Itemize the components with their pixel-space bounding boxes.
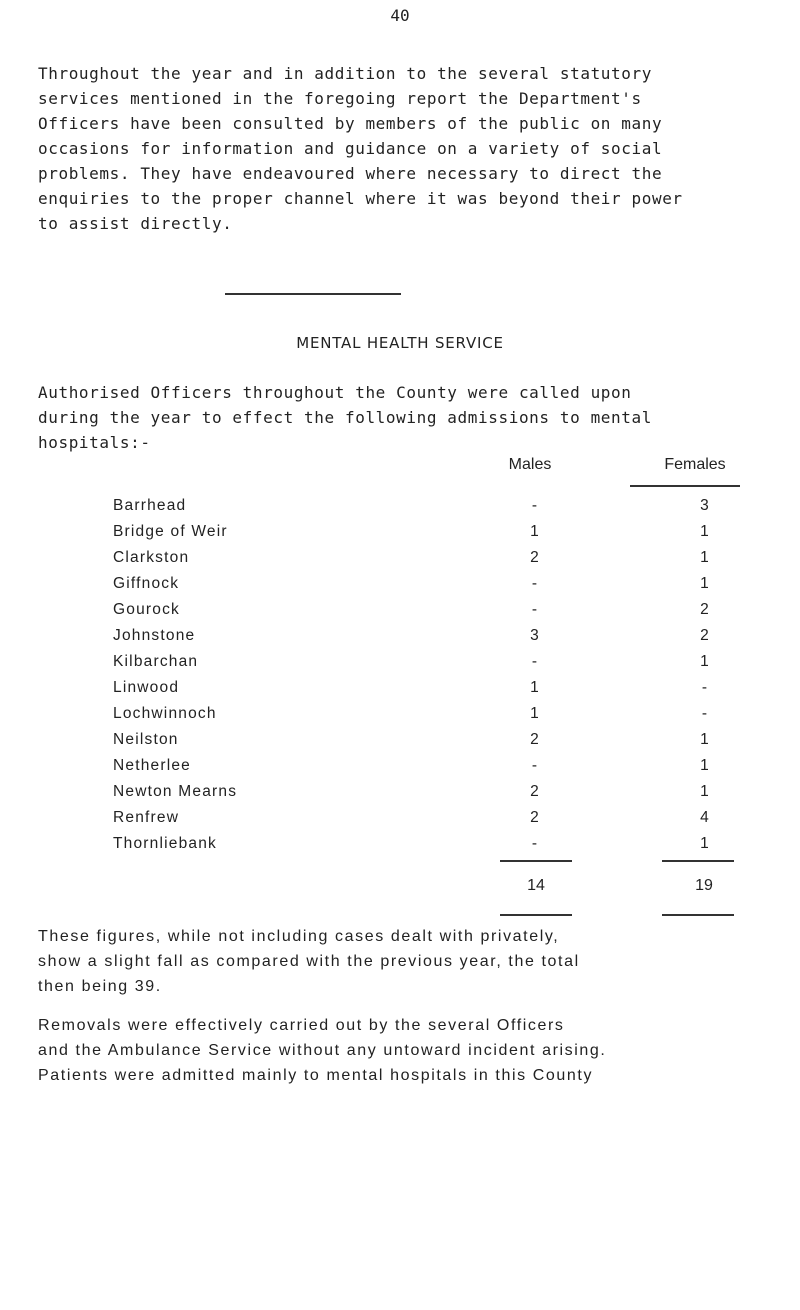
intro-line: occasions for information and guidance on a variety of social	[38, 139, 663, 158]
column-header-females: Females	[664, 456, 726, 473]
males-count: 2	[530, 731, 540, 748]
hospital-name: Clarkston	[113, 549, 190, 566]
hospital-name: Johnstone	[113, 627, 196, 644]
hospital-name: Linwood	[113, 679, 180, 696]
intro-line: Throughout the year and in addition to the several statutory	[38, 64, 652, 83]
males-count: -	[531, 575, 539, 592]
intro-paragraph	[38, 61, 773, 236]
males-count: 2	[530, 783, 540, 800]
column-header-males: Males	[508, 456, 552, 473]
mental-health-line: during the year to effect the following admissions to mental	[38, 408, 652, 427]
figures-line: show a slight fall as compared with the previous year, the total	[38, 953, 580, 970]
females-count: 1	[700, 757, 710, 774]
table-row	[0, 598, 800, 624]
females-total-underline	[662, 914, 734, 916]
males-count: 2	[530, 549, 540, 566]
males-count: 1	[530, 523, 540, 540]
intro-line: services mentioned in the foregoing report the Department's	[38, 89, 642, 108]
hospital-name: Thornliebank	[113, 835, 218, 852]
hospital-name: Lochwinnoch	[113, 705, 217, 722]
hospital-name: Kilbarchan	[113, 653, 199, 670]
table-row	[0, 754, 800, 780]
males-count: -	[531, 835, 539, 852]
table-row	[0, 728, 800, 754]
table-row	[0, 520, 800, 546]
mental-health-line: hospitals:-	[38, 433, 151, 452]
table-row	[0, 780, 800, 806]
males-count: 1	[530, 705, 540, 722]
table-row	[0, 572, 800, 598]
hospital-name: Renfrew	[113, 809, 180, 826]
hospital-name: Gourock	[113, 601, 180, 618]
intro-line: enquiries to the proper channel where it was beyond their power	[38, 189, 683, 208]
mental-health-paragraph	[38, 380, 773, 455]
females-count: -	[701, 705, 709, 722]
header-underline	[630, 485, 740, 487]
hospital-name: Barrhead	[113, 497, 187, 514]
males-count: 1	[530, 679, 540, 696]
removals-line: and the Ambulance Service without any untoward incident arising.	[38, 1042, 607, 1059]
figures-paragraph	[38, 924, 773, 999]
figures-line: These figures, while not including cases dealt with privately,	[38, 928, 560, 945]
section-divider	[225, 293, 401, 295]
page-number: 40	[390, 6, 410, 25]
females-count: 1	[700, 835, 710, 852]
table-row	[0, 546, 800, 572]
table-row	[0, 676, 800, 702]
table-row	[0, 494, 800, 520]
hospital-name: Netherlee	[113, 757, 192, 774]
hospital-name: Neilston	[113, 731, 179, 748]
table-row	[0, 650, 800, 676]
figures-line: then being 39.	[38, 978, 162, 995]
table-row	[0, 702, 800, 728]
intro-line: problems. They have endeavoured where necessary to direct the	[38, 164, 663, 183]
males-count: -	[531, 653, 539, 670]
hospital-name: Bridge of Weir	[113, 523, 228, 540]
females-count: 1	[700, 523, 710, 540]
males-count: -	[531, 497, 539, 514]
removals-paragraph	[38, 1013, 773, 1088]
females-count: 2	[700, 601, 710, 618]
females-count: 1	[700, 731, 710, 748]
females-total: 19	[695, 877, 713, 894]
females-count: 1	[700, 549, 710, 566]
table-row	[0, 806, 800, 832]
females-count: 3	[700, 497, 710, 514]
males-total: 14	[527, 877, 545, 894]
females-count: 1	[700, 653, 710, 670]
intro-line: Officers have been consulted by members of the public on many	[38, 114, 663, 133]
females-count: 2	[700, 627, 710, 644]
section-title: MENTAL HEALTH SERVICE	[296, 334, 504, 352]
males-count: 2	[530, 809, 540, 826]
removals-line: Patients were admitted mainly to mental hospitals in this County	[38, 1067, 594, 1084]
table-row	[0, 832, 800, 858]
females-count: 4	[700, 809, 710, 826]
mental-health-line: Authorised Officers throughout the County were called upon	[38, 383, 632, 402]
males-count: 3	[530, 627, 540, 644]
males-count: -	[531, 757, 539, 774]
hospital-name: Newton Mearns	[113, 783, 238, 800]
removals-line: Removals were effectively carried out by the several Officers	[38, 1017, 565, 1034]
table-row	[0, 624, 800, 650]
females-count: 1	[700, 575, 710, 592]
females-count: -	[701, 679, 709, 696]
intro-line: to assist directly.	[38, 214, 233, 233]
females-total-rule	[662, 860, 734, 862]
females-count: 1	[700, 783, 710, 800]
males-count: -	[531, 601, 539, 618]
admissions-table	[0, 494, 800, 858]
males-total-rule	[500, 860, 572, 862]
males-total-underline	[500, 914, 572, 916]
hospital-name: Giffnock	[113, 575, 180, 592]
